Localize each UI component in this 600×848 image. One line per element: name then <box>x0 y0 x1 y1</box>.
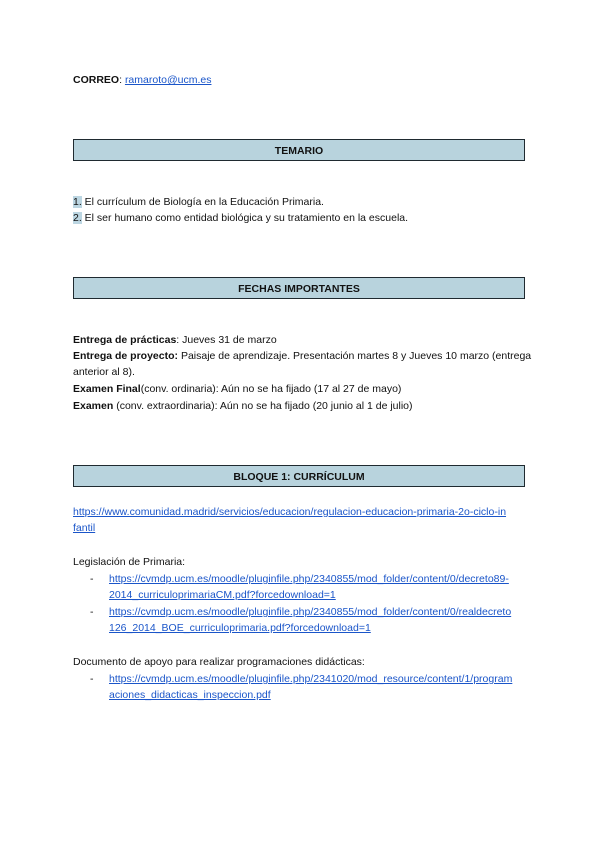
contact-line <box>73 74 211 87</box>
temario-item-2-number: 2. <box>73 212 82 224</box>
contact-email-link[interactable]: ramaroto@ucm.es <box>124 74 212 86</box>
decreto89-link[interactable]: https://cvmdp.ucm.es/moodle/pluginfile.php/2340855/mod_folder/content/0/decreto89- <box>109 573 509 585</box>
programaciones-link[interactable]: https://cvmdp.ucm.es/moodle/pluginfile.php/2341020/mod_resource/content/1/program <box>109 673 513 685</box>
documento-apoyo-label: Documento de apoyo para realizar programaciones didácticas: <box>73 656 365 668</box>
fecha-practicas-text: : Jueves 31 de marzo <box>176 334 277 346</box>
fecha-final-label: Examen Final <box>73 383 141 395</box>
contact-label: CORREO <box>73 74 120 86</box>
programaciones-link-cont[interactable]: aciones_didacticas_inspeccion.pdf <box>109 689 271 701</box>
temario-item-1-number: 1. <box>73 196 82 208</box>
realdecreto-link[interactable]: https://cvmdp.ucm.es/moodle/pluginfile.php/2340855/mod_folder/content/0/realdecreto <box>109 606 512 618</box>
contact-sep: : <box>119 74 125 86</box>
section-header-bloque1: BLOQUE 1: CURRÍCULUM <box>73 465 525 487</box>
fecha-practicas-label: Entrega de prácticas <box>73 334 177 346</box>
comunidad-madrid-link[interactable]: https://www.comunidad.madrid/servicios/educacion/regulacion-educacion-primaria-2o-ciclo-in <box>73 506 507 518</box>
legislacion-label: Legislación de Primaria: <box>73 556 186 568</box>
section-header-temario: TEMARIO <box>73 139 525 161</box>
fecha-examen-extra <box>73 400 413 413</box>
fecha-proyecto-cont: anterior al 8). <box>73 366 135 378</box>
fecha-proyecto-text: Paisaje de aprendizaje. Presentación martes 8 y Jueves 10 marzo (entrega <box>178 350 532 362</box>
decreto89-link-cont[interactable]: 2014_curriculoprimariaCM.pdf?forcedownload=1 <box>109 589 336 601</box>
comunidad-madrid-link-cont[interactable]: fantil <box>73 522 96 534</box>
temario-item-2-text: El ser humano como entidad biológica y su tratamiento en la escuela. <box>81 212 409 224</box>
list-bullet-dash: - <box>90 673 94 685</box>
temario-item-1 <box>73 196 324 209</box>
fecha-extra-label: Examen <box>73 400 114 412</box>
temario-item-1-text: El currículum de Biología en la Educación Primaria. <box>81 196 324 208</box>
list-bullet-dash: - <box>90 606 94 618</box>
list-bullet-dash: - <box>90 573 94 585</box>
fecha-examen-final <box>73 383 401 396</box>
temario-item-2 <box>73 212 408 225</box>
realdecreto-link-cont[interactable]: 126_2014_BOE_curriculoprimaria.pdf?forcedownload=1 <box>109 622 371 634</box>
fecha-proyecto <box>73 350 531 363</box>
section-header-fechas: FECHAS IMPORTANTES <box>73 277 525 299</box>
fecha-extra-text: (conv. extraordinaria): Aún no se ha fijado (20 junio al 1 de julio) <box>113 400 413 412</box>
fecha-proyecto-label: Entrega de proyecto: <box>73 350 179 362</box>
fecha-final-text: (conv. ordinaria): Aún no se ha fijado (17 al 27 de mayo) <box>140 383 402 395</box>
fecha-practicas <box>73 334 277 347</box>
